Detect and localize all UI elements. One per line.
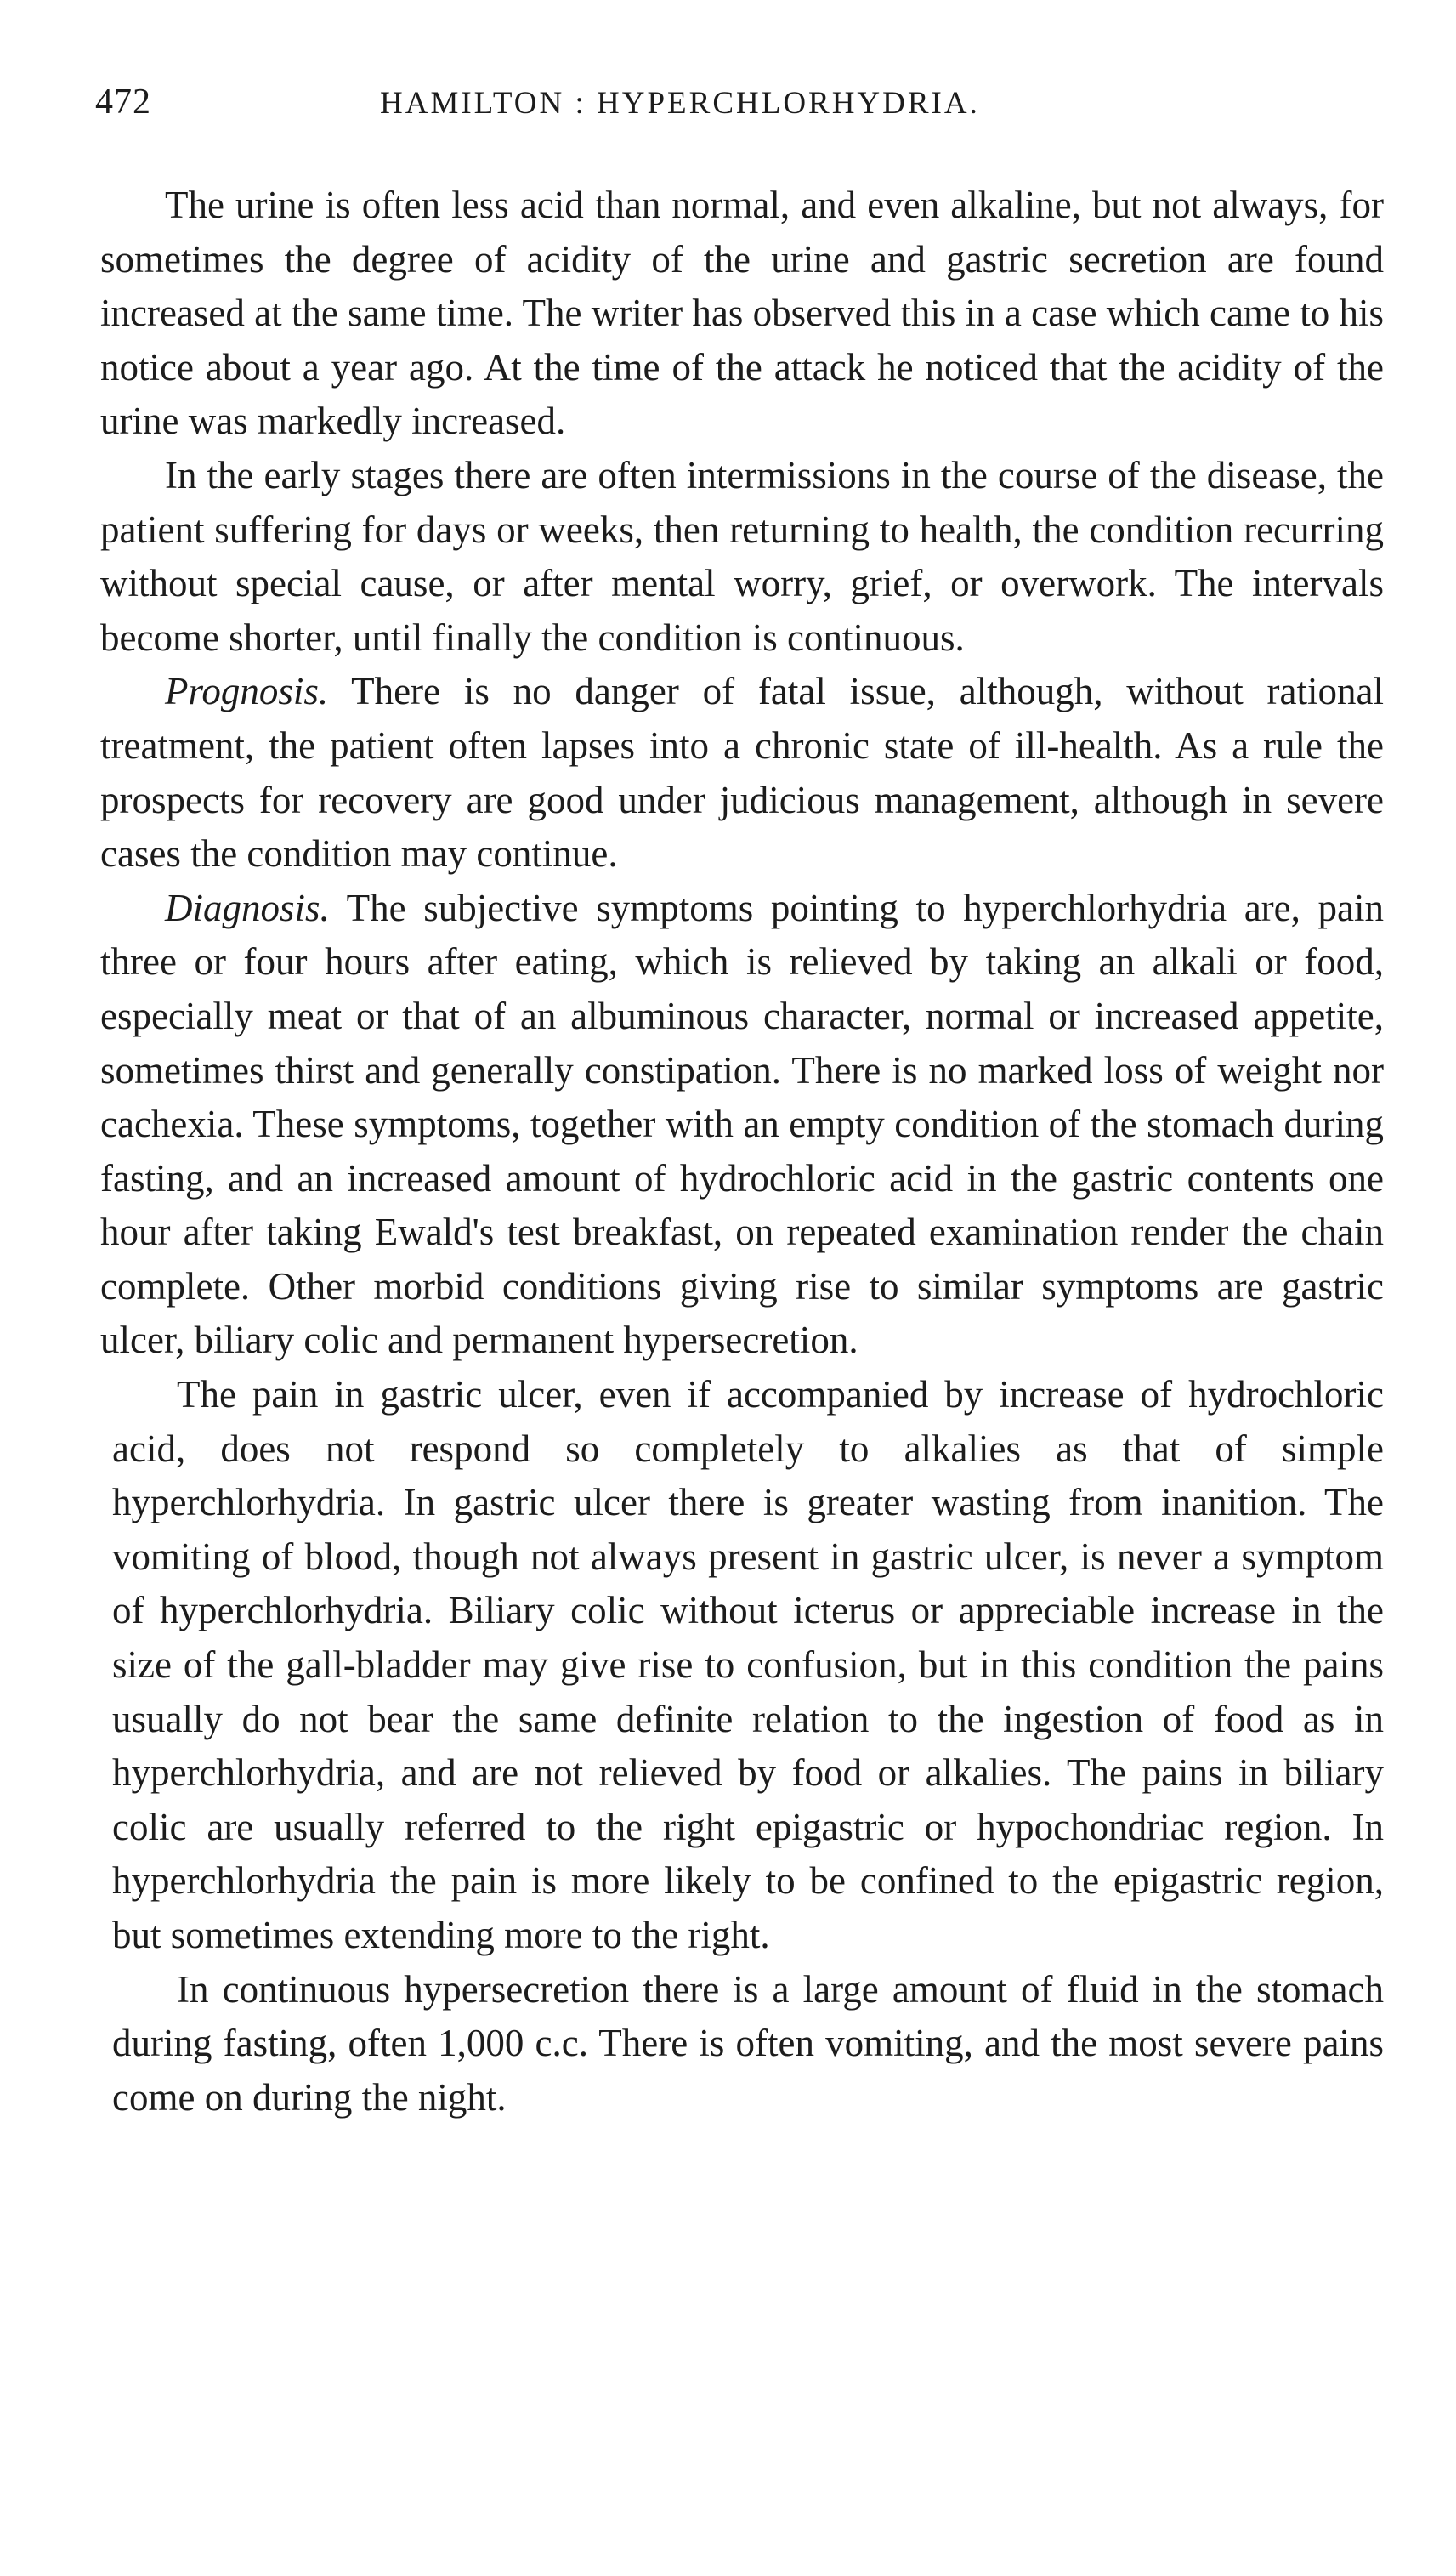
paragraph-diagnosis: Diagnosis. The subjective symptoms pointing to hyperchlorhydria are, pain three or four hours after eating, which is relieved by taking an alkali or food, especially meat or that of an albuminous character, normal or increased appetite, sometimes thirst and generally constipation. There is no marked loss of weight nor cachexia. These symptoms, together with an empty condition of the stomach during fasting, and an increased amount of hydrochloric acid in the gastric contents one hour after taking Ewald's test breakfast, on repeated examination render the chain complete. Other morbid conditions giving rise to similar symptoms are gastric ulcer, biliary colic and permanent hypersecretion. — [100, 886, 1384, 1362]
running-title: HAMILTON : HYPERCHLORHYDRIA. — [380, 86, 980, 121]
paragraph-gastric-ulcer: The pain in gastric ulcer, even if accompanied by increase of hydrochloric acid, does not respond so completely to alkalies as that of simple hyperchlorhydria. In gastric ulcer there is greater wasting from inanition. The vomiting of blood, though not always present in gastric ulcer, is never a symptom of hyperchlorhydria. Biliary colic without icterus or appreciable increase in the size of the gall-bladder may give rise to confusion, but in this condition the pains usually do not bear the same definite relation to the ingestion of food as in hyperchlorhydria, and are not relieved by food or alkalies. The pains in biliary colic are usually referred to the right epigastric or hypochondriac region. In hyperchlorhydria the pain is more likely to be confined to the epigastric region, but sometimes extending more to the right. — [112, 1373, 1384, 1956]
prognosis-heading: Prognosis. — [165, 670, 329, 713]
paragraph-prognosis: Prognosis. There is no danger of fatal issue, although, without rational treatment, the patient often lapses into a chronic state of ill-health. As a rule the prospects for recovery are good under judicious management, although in severe cases the condition may continue. — [100, 670, 1384, 876]
paragraph-intermissions: In the early stages there are often intermissions in the course of the disease, the patient suffering for days or weeks, then returning to health, the condition recurring without special cause, or after mental worry, grief, or overwork. The intervals become shorter, until finally the condition is continuous. — [100, 453, 1384, 659]
paragraph-hypersecretion: In continuous hypersecretion there is a large amount of fluid in the stomach during fasting, often 1,000 c.c. There is often vomiting, and the most severe pains come on during the night. — [112, 1967, 1384, 2119]
body-text — [100, 179, 1384, 2125]
paragraph-urine-acidity: The urine is often less acid than normal, and even alkaline, but not always, for sometimes the degree of acidity of the urine and gastric secretion are found increased at the same time. The writer has observed this in a case which came to his notice about a year ago. At the time of the attack he noticed that the acidity of the urine was markedly increased. — [100, 184, 1384, 443]
diagnosis-heading: Diagnosis. — [165, 886, 330, 929]
page-number: 472 — [95, 82, 151, 122]
running-header — [95, 82, 1370, 133]
